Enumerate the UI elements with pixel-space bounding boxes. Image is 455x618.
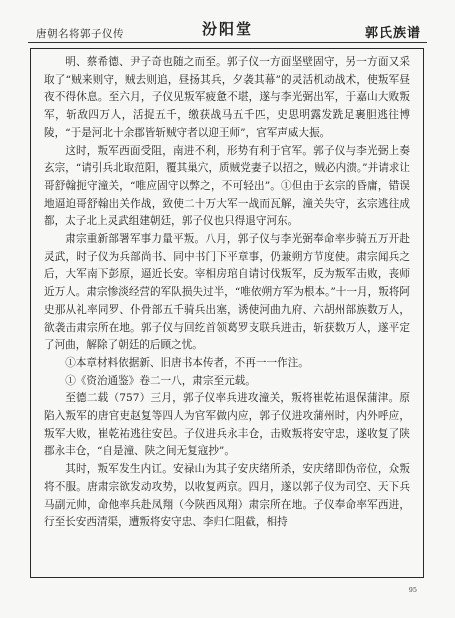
header-hall-name: 汾阳堂 xyxy=(201,20,253,38)
paragraph: 至德二载（757）三月，郭子仪率兵进攻潼关，叛将崔乾祐退保蒲津。原陷入叛军的唐官吏赵复等四人为官军做内应，郭子仪进攻蒲州时，内外呼应，叛军大败，崔乾祐逃往安邑。子仪进兵永丰仓，击败叛将安守忠，遂收复了陕郡永丰仓，“自是潼、陕之间无复寇抄”。 xyxy=(44,392,410,458)
paragraph: 肃宗重新部署军事力量平叛。八月，郭子仪与李光弼奉命率步骑五万开赴灵武，时子仪为兵部尚书、同中书门下平章事，仍兼朔方节度使。肃宗闻兵之后，大军南下彭原，逼近长安。宰相房琯自请讨伐叛军，反为叛军击败，丧师近万人。肃宗惨淡经营的军队损失过半，“唯依朔方军为根本。”十一月，叛将阿史那从礼率同罗、仆骨部五千骑兵出塞，诱使河曲九府、六胡州部族数万人，欲袭击肃宗所在地。郭子仪与回纥首领葛罗支联兵进击，斩获数万人，遂平定了河曲，解除了朝廷的后顾之忧。 xyxy=(44,233,410,352)
header-genealogy-title: 郭氏族谱 xyxy=(364,26,421,41)
header-rule xyxy=(28,42,427,43)
body-text xyxy=(44,54,410,532)
page-number: 95 xyxy=(408,586,417,594)
header-book-title: 唐朝名将郭子仪传 xyxy=(36,28,124,40)
paragraph: 其时，叛军发生内讧。安禄山为其子安庆绪所杀，安庆绪即伪帝位，众叛将不服。唐肃宗欲发动攻势，以收复两京。四月，遂以郭子仪为司空、天下兵马副元帅，命他率兵赴凤翔（今陕西凤翔）肃宗所在地。子仪奉命率军西进，行至长安西清渠，遭叛将安守忠、李归仁阻截，相持 xyxy=(44,463,410,529)
footnote: ①《资治通鉴》卷二一八，肃宗至元载。 xyxy=(65,374,256,387)
paragraph: 明、蔡希德、尹子奇也随之而至。郭子仪一方面坚壁固守，另一方面又采取了“贼来则守，贼去则追，昼扬其兵，夕袭其幕”的灵活机动战术，使叛军昼夜不得休息。至六月，子仪见叛军疲惫不堪，遂与李光弼出军，于嘉山大败叛军，斩敌四万人，活捉五千，缴获战马五千匹，史思明露发跣足裹胆逃往博陵，“于是河北十余郡皆斩贼守者以迎王师”，官军声威大振。 xyxy=(44,56,410,139)
paragraph: 这时，叛军西面受阻，南进不利，形势有利于官军。郭子仪与李光弼上奏玄宗，“请引兵北取范阳，覆其巢穴，质贼党妻子以招之，贼必内溃。”并请求让哥舒翰扼守潼关，“唯应固守以弊之，不可轻出”。①但由于玄宗的昏庸，错误地逼迫哥舒翰出关作战，致使二十万大军一战而瓦解，潼关失守，玄宗逃往成都，太子北上灵武组建朝廷，郭子仪也只得退守河东。 xyxy=(44,144,410,228)
footnote: ①本章材料依据新、旧唐书本传者，不再一一作注。 xyxy=(65,356,309,369)
page-header xyxy=(28,14,427,42)
